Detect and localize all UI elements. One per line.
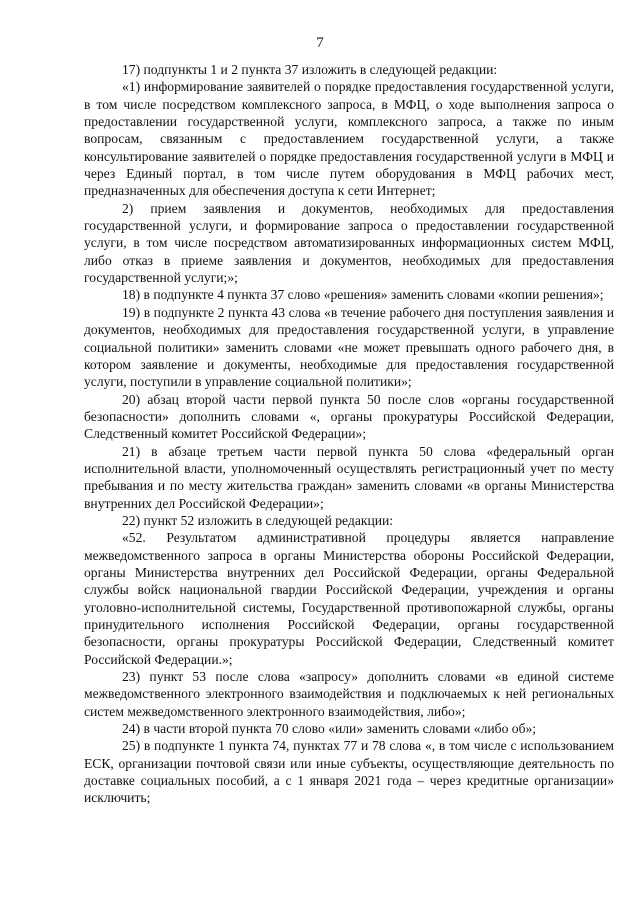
- paragraph-23: 23) пункт 53 после слова «запросу» дополнить словами «в единой системе межведомственного электронного взаимодействия и подключаемых к ней региональных систем межведомственного электронного взаимодействия, либо»;: [84, 669, 614, 719]
- paragraph-18: 18) в подпункте 4 пункта 37 слово «решения» заменить словами «копии решения»;: [122, 287, 604, 303]
- paragraph-19: 19) в подпункте 2 пункта 43 слова «в течение рабочего дня поступления заявления и документов, необходимых для предоставления государственной услуги, в управление социальной политики» заменить словами «не может превышать одного рабочего дня, в котором заявление и документы, необходимые для предоставления государственной услуги, поступили в управление социальной политики»;: [84, 304, 614, 390]
- paragraph-17-subitem-1: «1) информирование заявителей о порядке предоставления государственной услуги, в том числе посредством комплексного запроса, в МФЦ, о ходе выполнения запроса о предоставлении государственной услуги, комплексного запроса, а также по иным вопросам, связанным с предоставлением государственной услуги, а также консультирование заявителей о порядке предоставления государственной услуги в МФЦ и через Единый портал, в том числе путем оборудования в МФЦ рабочих мест, предназначенных для обеспечения доступа к сети Интернет;: [84, 79, 614, 199]
- document-body: [84, 61, 614, 807]
- paragraph-17-subitem-2: 2) прием заявления и документов, необходимых для предоставления государственной услуги, и формирование запроса о предоставлении государственной услуги, в том числе посредством автоматизированных информационных систем МФЦ, либо отказ в приеме заявления и документов, необходимых для предоставления государственной услуги;»;: [84, 200, 614, 286]
- paragraph-24: 24) в части второй пункта 70 слово «или» заменить словами «либо об»;: [122, 721, 537, 737]
- paragraph-25: 25) в подпункте 1 пункта 74, пунктах 77 и 78 слова «, в том числе с использованием ЕСК, организации почтовой связи или иные субъекты, осуществляющие деятельность по доставке социальных пособий, а с 1 января 2021 года – через кредитные организации» исключить;: [84, 738, 614, 806]
- paragraph-20: 20) абзац второй части первой пункта 50 после слов «органы государственной безопасности» дополнить словами «, органы прокуратуры Российской Федерации, Следственный комитет Российской Федерации»;: [84, 391, 614, 442]
- page-number: 7: [316, 35, 324, 51]
- paragraph-22: 22) пункт 52 изложить в следующей редакции:: [122, 512, 394, 528]
- paragraph-17: 17) подпункты 1 и 2 пункта 37 изложить в следующей редакции:: [122, 62, 498, 77]
- paragraph-21: 21) в абзаце третьем части первой пункта 50 слова «федеральный орган исполнительной власти, уполномоченный осуществлять регистрационный учет по месту пребывания и по месту жительства граждан» заменить словами «в органы Министерства внутренних дел Российской Федерации»;: [84, 443, 614, 511]
- paragraph-22-point-52: «52. Результатом административной процедуры является направление межведомственного запроса в органы Министерства обороны Российской Федерации, органы Министерства внутренних дел Российской Федерации, органы Федеральной службы войск национальной гвардии Российской Федерации, учреждения и органы уголовно-исполнительной системы, Государственной противопожарной службы, органы принудительного исполнения Российской Федерации, органы государственной безопасности, органы прокуратуры Российской Федерации, Следственный комитет Российской Федерации.»;: [84, 530, 614, 667]
